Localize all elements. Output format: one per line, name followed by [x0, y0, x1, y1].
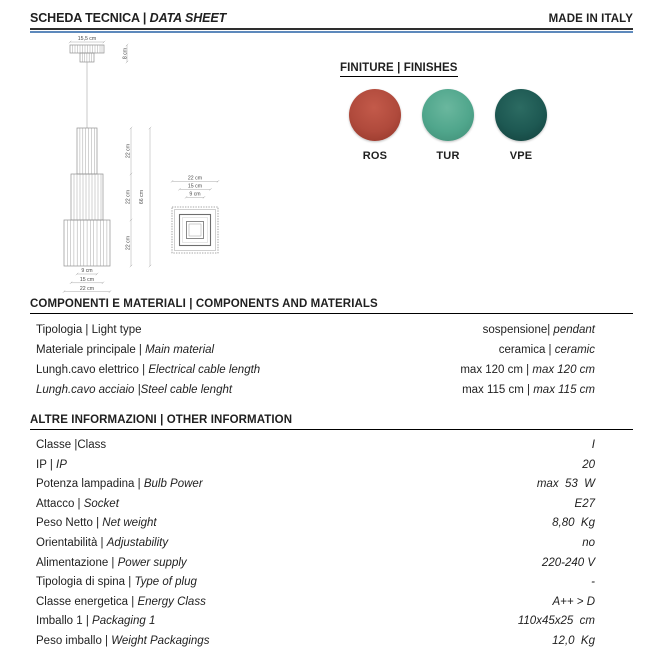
spec-label: Materiale principale | Main material	[36, 344, 215, 356]
dim-bottom-width-3: 22 cm	[79, 285, 95, 292]
vpe-color-circle	[495, 89, 547, 141]
technical-drawing	[30, 33, 255, 295]
spec-label: Tipologia di spina | Type of plug	[36, 576, 197, 589]
page-header	[30, 11, 633, 33]
spec-label: Peso imballo | Weight Packagings	[36, 634, 210, 647]
dim-bottom-width-1: 9 cm	[81, 268, 93, 275]
dim-canopy-width: 15,5 cm	[77, 36, 97, 43]
spec-row	[30, 340, 633, 360]
dimension-lines	[63, 41, 219, 293]
finish-swatch-vpe	[495, 89, 547, 162]
finishes-section	[340, 58, 547, 162]
finish-swatch-ros	[349, 89, 401, 162]
spec-row	[30, 320, 633, 340]
spec-value: 8,80 Kg	[552, 517, 595, 530]
spec-value: A++ > D	[552, 595, 595, 608]
header-rule-dark	[30, 28, 633, 30]
components-section-title: COMPONENTI E MATERIALI | COMPONENTS AND MATERIALS	[30, 298, 633, 314]
spec-row	[30, 612, 633, 632]
page-title	[30, 11, 226, 25]
spec-value: 12,0 Kg	[552, 634, 595, 647]
title-english: DATA SHEET	[149, 11, 227, 25]
spec-row	[30, 632, 633, 652]
spec-label: Lungh.cavo elettrico | Electrical cable length	[36, 364, 261, 376]
spec-row	[30, 436, 633, 456]
spec-value: max 53 W	[536, 478, 595, 491]
finish-swatch-tur	[422, 89, 474, 162]
spec-label: Imballo 1 | Packaging 1	[36, 615, 156, 628]
spec-row	[30, 380, 633, 400]
dim-total-height: 66 cm	[139, 189, 145, 205]
ros-label: ROS	[362, 150, 388, 162]
spec-label: Potenza lampadina | Bulb Power	[36, 478, 203, 491]
spec-value: no	[582, 536, 595, 549]
top-view-squares	[172, 207, 218, 253]
spec-value: E27	[574, 497, 595, 510]
spec-label: Attacco | Socket	[36, 497, 119, 510]
spec-label: Lungh.cavo acciaio |Steel cable lenght	[36, 384, 233, 396]
tur-label: TUR	[436, 150, 460, 162]
spec-value: -	[591, 576, 595, 589]
spec-row	[30, 456, 633, 476]
title-separator: |	[139, 11, 150, 25]
made-in-italy-label: MADE IN ITALY	[548, 13, 633, 25]
spec-label: Classe energetica | Energy Class	[36, 595, 206, 608]
spec-row	[30, 360, 633, 380]
spec-value: I	[591, 439, 595, 451]
spec-row	[30, 573, 633, 593]
spec-row	[30, 593, 633, 613]
spec-row	[30, 495, 633, 515]
spec-label: Alimentazione | Power supply	[36, 556, 187, 569]
swatch-row	[349, 89, 547, 162]
components-materials-section	[30, 298, 633, 400]
vpe-label: VPE	[509, 150, 533, 162]
spec-value: max 120 cm | max 120 cm	[460, 364, 595, 376]
title-italian: SCHEDA TECNICA	[30, 11, 140, 25]
spec-label: Peso Netto | Net weight	[36, 517, 157, 530]
components-rows	[30, 320, 633, 400]
dim-topview-width-1: 22 cm	[187, 175, 203, 182]
spec-row	[30, 514, 633, 534]
dim-topview-width-3: 9 cm	[189, 191, 201, 198]
spec-value: 220-240 V	[541, 556, 595, 569]
spec-value: sospensione| pendant	[482, 324, 595, 336]
spec-row	[30, 554, 633, 574]
spec-value: ceramica | ceramic	[498, 344, 595, 356]
spec-row	[30, 534, 633, 554]
other-information-section	[30, 414, 633, 652]
spec-label: Orientabilità | Adjustability	[36, 536, 169, 549]
dim-tier1-height: 22 cm	[125, 143, 132, 159]
spec-value: 110x45x25 cm	[517, 615, 595, 628]
spec-value: max 115 cm | max 115 cm	[462, 384, 595, 396]
spec-value: 20	[582, 458, 595, 471]
lamp-ribs	[67, 128, 107, 266]
finishes-title: FINITURE | FINISHES	[340, 62, 458, 77]
other-information-rows	[30, 436, 633, 652]
dim-bottom-width-2: 15 cm	[79, 277, 95, 283]
spec-label: IP | IP	[36, 458, 67, 471]
spec-row	[30, 475, 633, 495]
ros-color-circle	[349, 89, 401, 141]
tur-color-circle	[422, 89, 474, 141]
other-section-title: ALTRE INFORMAZIONI | OTHER INFORMATION	[30, 414, 633, 430]
dim-topview-width-2: 15 cm	[187, 183, 203, 190]
dim-tier3-height: 22 cm	[125, 235, 132, 251]
canopy-ribs	[73, 45, 103, 62]
dim-tier2-height: 22 cm	[125, 189, 132, 205]
spec-label: Classe |Class	[36, 439, 107, 451]
spec-label: Tipologia | Light type	[36, 324, 142, 336]
dim-canopy-height: 8 cm	[122, 47, 129, 60]
